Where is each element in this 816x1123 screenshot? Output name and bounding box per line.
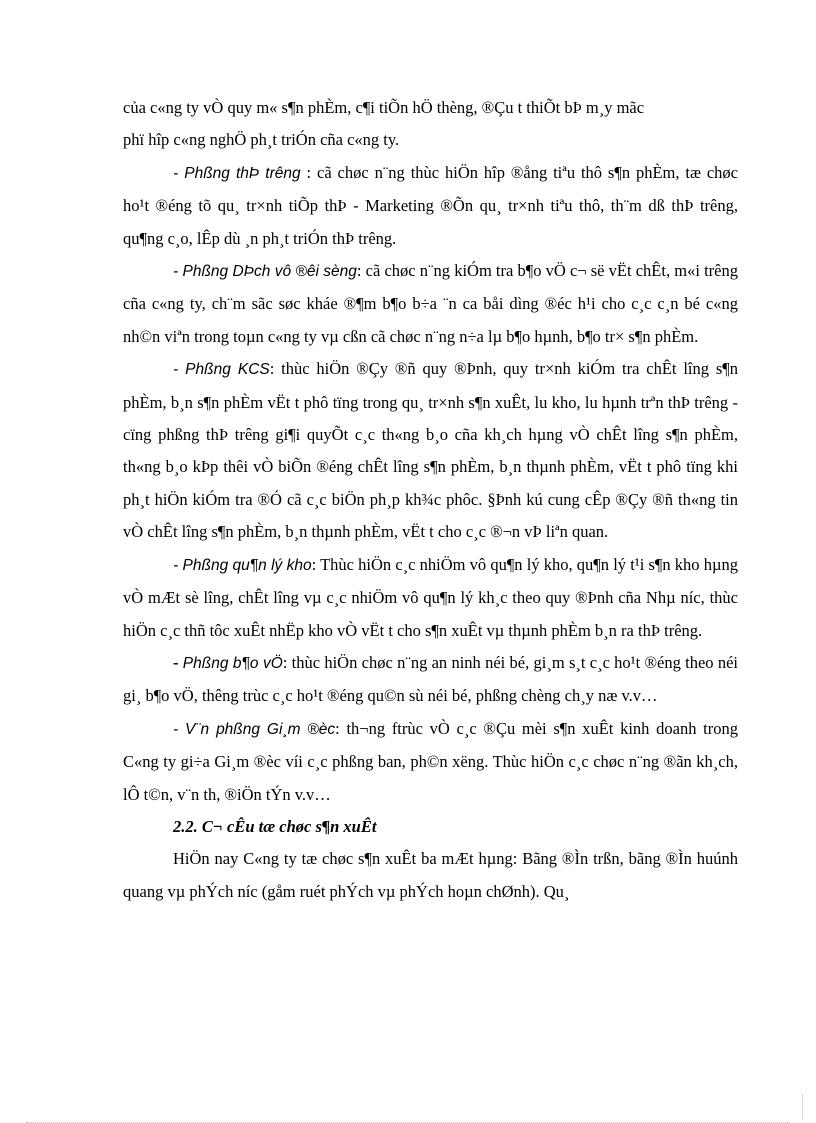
department-label: - Phßng KCS bbox=[173, 361, 270, 379]
paragraph-services-department bbox=[123, 255, 738, 353]
paragraph-director-office bbox=[123, 713, 738, 811]
paragraph-text: : thùc hiÖn ®Çy ®ñ quy ®Þnh, quy tr×nh kiÓm tra chÊt lîng s¶n phÈm, b¸n s¶n phÈm vËt t phô tïng trong qu¸ tr×nh s¶n xuÊt, lu kho, lu hµnh trªn thÞ trêng - cïng phßng thÞ trêng gi¶i quyÕt c¸c th«ng b¸o cña kh¸ch hµng vÒ chÊt lîng s¶n phÈm, th«ng b¸o kÞp thêi vÒ biÕn ®éng chÊt lîng s¶n phÈm, b¸n thµnh phÈm, vËt t phô tïng khi ph¸t hiÖn kiÓm tra ®Ó cã c¸c biÖn ph¸p kh¾c phôc. §Þnh kú cung cÊp ®Çy ®ñ th«ng tin vÒ chÊt lîng s¶n phÈm, b¸n thµnh phÈm, vËt t cho c¸c ®¬n vÞ liªn quan. bbox=[123, 359, 738, 542]
paragraph-security-department bbox=[123, 647, 738, 713]
paragraph-text: : thùc hiÖn chøc n¨ng an ninh néi bé, gi¸m s¸t c¸c ho¹t ®éng theo néi gi¸ b¶o vÖ, thêng trùc c¸c ho¹t ®éng qu©n sù néi bé, phßng chèng ch¸y næ v.v… bbox=[123, 652, 738, 706]
department-label: - Phßng qu¶n lý kho bbox=[173, 556, 312, 574]
department-label: Phßng b¶o vÖ bbox=[182, 654, 283, 672]
paragraph-text: : Thùc hiÖn c¸c nhiÖm vô qu¶n lý kho, qu¶n lý t¹i s¶n kho hµng vÒ mÆt sè lîng, chÊt lîng vµ c¸c nhiÖm vô qu¶n lý kh¸c theo quy ®Þnh cña Nhµ níc, thùc hiÖn c¸c thñ tôc xuÊt nhËp kho vÒ vËt t cho s¶n xuÊt vµ thµnh phÈm b¸n ra thÞ trêng. bbox=[123, 554, 738, 640]
body-text bbox=[123, 92, 738, 908]
paragraph-text: : th¬ng ftrùc vÒ c¸c ®Çu mèi s¶n xuÊt kinh doanh trong C«ng ty gi÷a Gi¸m ®èc víi c¸c phßng ban, ph©n xëng. Thùc hiÖn c¸c chøc n¨ng ®ãn kh¸ch, lÔ t©n, v¨n th, ®iÖn tÝn v.v… bbox=[123, 718, 738, 804]
page-corner-mark bbox=[802, 1095, 811, 1119]
department-label: - V¨n phßng Gi¸m ®èc bbox=[173, 720, 336, 738]
text-line: của c«ng ty vÒ quy m« s¶n phÈm, c¶i tiÕn hÖ thèng, ®Çu t thiÕt bÞ m¸y mãc bbox=[123, 98, 645, 117]
paragraph-market-department bbox=[123, 157, 738, 255]
department-label: - Phßng thÞ trêng bbox=[173, 164, 301, 182]
section-heading: 2.2. C¬ cÊu tæ chøc s¶n xuÊt bbox=[173, 816, 377, 836]
list-dash: - bbox=[173, 652, 183, 672]
paragraph-kcs-department bbox=[123, 353, 738, 548]
paragraph-text: : cã chøc n¨ng kiÓm tra b¶o vÖ c¬ së vËt chÊt, m«i trêng cña c«ng ty, ch¨m sãc søc kháe ®¶m b¶o b÷a ¨n ca båi dìng ®éc h¹i cho c¸c c¸n bé c«ng nh©n viªn trong toµn c«ng ty vµ cßn cã chøc n¨ng n÷a lµ b¶o hµnh, b¶o tr× s¶n phÈm. bbox=[123, 261, 738, 346]
continued-paragraph bbox=[123, 92, 738, 157]
paragraph-production: HiÖn nay C«ng ty tæ chøc s¶n xuÊt ba mÆt hµng: Bãng ®Ìn trßn, bãng ®Ìn huúnh quang vµ phÝch níc (gåm ruét phÝch vµ phÝch hoµn chØnh). Qu¸ bbox=[123, 849, 738, 901]
department-label: - Phßng DÞch vô ®êi sèng bbox=[173, 263, 357, 281]
paragraph-text: : cã chøc n¨ng thùc hiÖn hîp ®ång tiªu thô s¶n phÈm, tæ chøc ho¹t ®éng tõ qu¸ tr×nh tiÕp thÞ - Marketing ®Õn qu¸ tr×nh tiªu thô, th¨m dß thÞ trêng, qu¶ng c¸o, lÊp dù ¸n ph¸t triÓn thÞ trêng. bbox=[123, 162, 739, 248]
text-line: phï hîp c«ng nghÖ ph¸t triÓn cña c«ng ty. bbox=[123, 130, 400, 150]
paragraph-warehouse-department bbox=[123, 549, 738, 647]
